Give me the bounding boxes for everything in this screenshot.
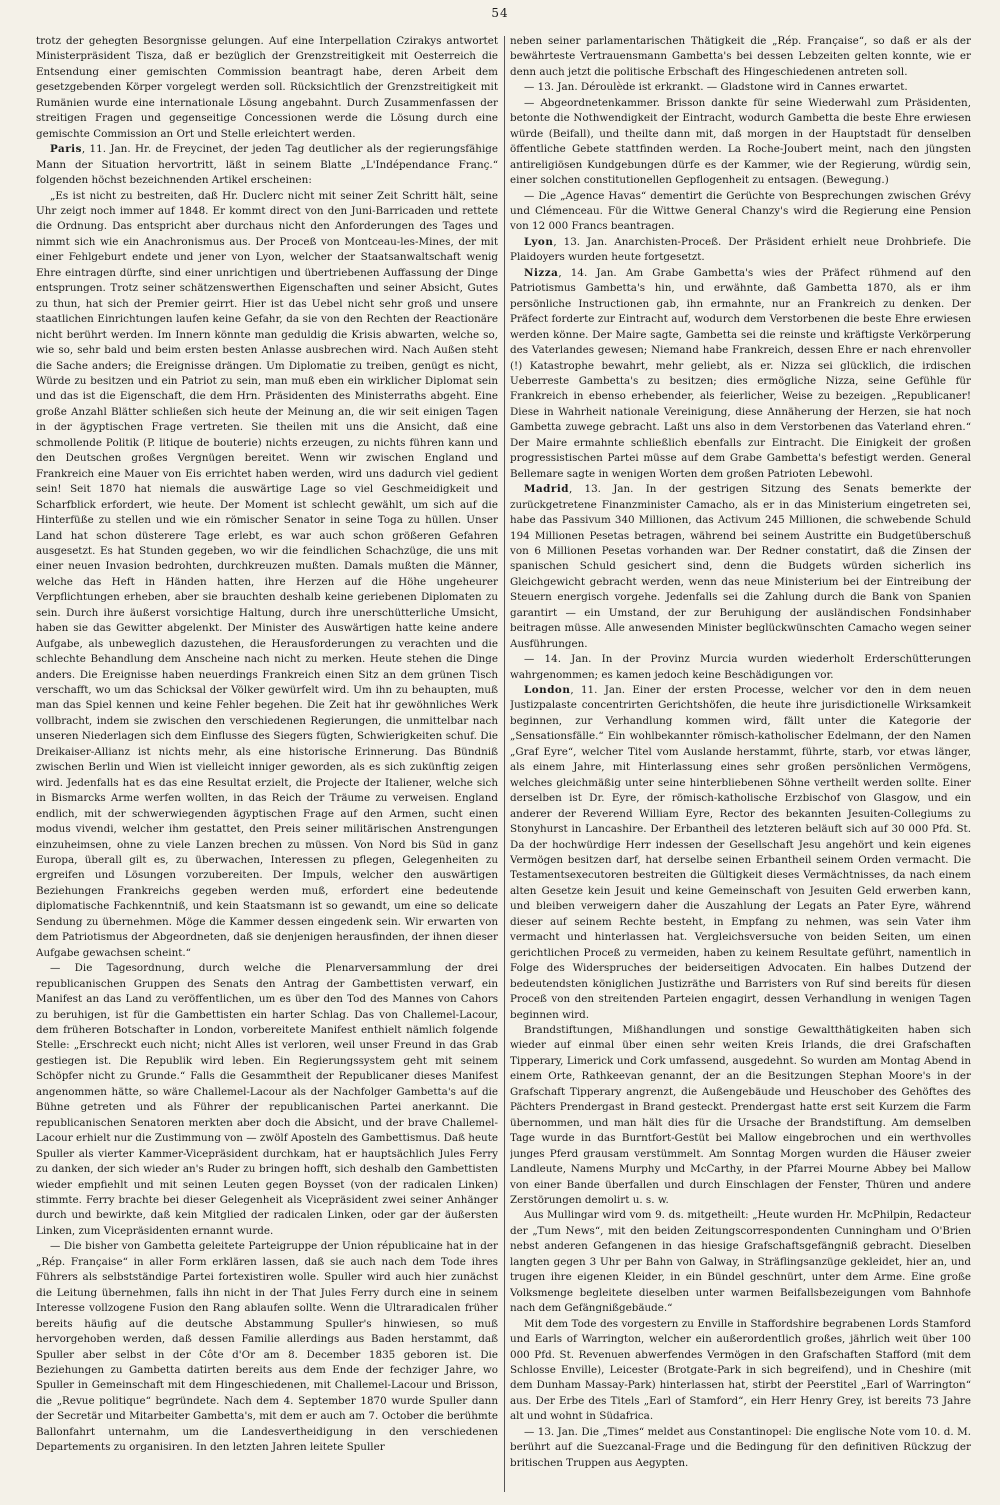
dateline: London [524, 684, 571, 697]
article-paragraph [510, 1023, 971, 1208]
paragraph-text: Mit dem Tode des vorgestern zu Enville in Staffordshire begrabenen Lords Stamford und Earls of Warrington, welcher ein außerordentlich großes, jährlich weit über 100 000 Pfd. St. Revenuen abwerfendes Vermögen in den Grafschaften Stafford (mit dem Schlosse Enville), Leicester (Brotgate-Park in sich begreifend), und in Cheshire (mit dem Dunham Massay-Park) hinterlassen hat, stirbt der Peerstitel „Earl of Warrington“ aus. Der Erbe des Titels „Earl of Stamford“, ein Herr Henry Grey, ist bereits 73 Jahre alt und wohnt in Südafrica. [510, 1317, 971, 1423]
article-paragraph [510, 652, 971, 683]
column-divider [504, 36, 505, 1492]
dateline: Paris [50, 143, 82, 156]
paragraph-text: — Die „Agence Havas“ dementirt die Gerüchte von Besprechungen zwischen Grévy und Clémenceau. Für die Wittwe General Chanzy's wird die Regierung eine Pension von 12 000 Francs beantragen. [510, 189, 971, 233]
dateline: Nizza [524, 266, 559, 279]
article-paragraph [36, 1239, 498, 1455]
paragraph-text: — 14. Jan. In der Provinz Murcia wurden wiederholt Erderschütterungen wahrgenommen; es kamen jedoch keine Beschädigungen vor. [510, 653, 971, 681]
paragraph-text: „Es ist nicht zu bestreiten, daß Hr. Duclerc nicht mit seiner Zeit Schritt hält, seine Uhr zeigt noch immer auf 1848. Er kommt direct von den Juni-Barricaden und rettete die Ordnung. Das entspricht aber durchaus nicht den Anforderungen des Tages und nimmt sich wie ein Anachronismus aus. Der Proceß von Montceau-les-Mines, der mit einer Fehlgeburt endete und jener von Lyon, welcher der Staatsanwaltschaft wenig Ehre eintragen dürfte, sind einer unrichtigen und übertriebenen Auffassung der Dinge entsprungen. Trotz seiner schätzenswerthen Eigenschaften und seiner Absicht, Gutes zu thun, hat sich der Premier geirrt. Hier ist das Uebel nicht sehr groß und unsere staatlichen Einrichtungen laufen keine Gefahr, da sie von den Rechten der Reactionäre nicht berührt werden. Im Innern könnte man geduldig die Krisis abwarten, welche so, wie so, sehr bald und beim ersten besten Anlasse ausbrechen wird. Nach Außen steht die Sache anders; die Ereignisse drängen. Um Diplomatie zu treiben, genügt es nicht, Würde zu besitzen und ein Patriot zu sein, man muß eben ein wirklicher Diplomat sein und das ist die Eigenschaft, die dem Hrn. Präsidenten des Ministerraths abgeht. Eine große Anzahl Blätter schließen sich heute der Meinung an, die wir seit einigen Tagen in der ägyptischen Frage vertreten. Sie theilen mit uns die Ansicht, daß eine schmollende Politik (P. litique de bouterie) nichts erzeugen, zu nichts führen kann und den Deutschen großes Vergnügen bereitet. Wenn wir zwischen England und Frankreich eine Mauer von Eis errichtet haben werden, wird uns dadurch viel gedient sein! Seit 1870 hat niemals die auswärtige Lage so viel Geschmeidigkeit und Scharfblick erfordert, wie heute. Der Moment ist schlecht gewählt, um sich auf die Hinterfüße zu stellen und wie ein römischer Senator in seine Toga zu hüllen. Unser Land hat schon düsterere Tage erlebt, es war auch schon größeren Gefahren ausgesetzt. Es hat Stunden gegeben, wo wir die feindlichen Schachzüge, die uns mit einer neuen Invasion bedrohten, durchkreuzen mußten. Damals mußten die Männer, welche das Heft in Händen hatten, ihre Herzen auf die Höhe ungeheurer Verpflichtungen erheben, aber sie brauchten deshalb keine geriebenen Diplomaten zu sein. Durch ihre äußerst vorsichtige Haltung, durch ihre unerschütterliche Umsicht, haben sie das Gewitter abgelenkt. Der Minister des Auswärtigen hatte keine andere Aufgabe, als unbeweglich dazustehen, die Herausforderungen zu verachten und die schlechte Behandlung dem Anscheine nach nicht zu merken. Heute stehen die Dinge anders. Die Ereignisse haben neuerdings Frankreich einen Sitz an dem grünen Tisch verschafft, wo um das Schicksal der Völker gewürfelt wird. Um ihn zu behaupten, muß man das Spiel kennen und keine Fehler begehen. Die Zeit hat ihr gewöhnliches Werk vollbracht, indem sie zwischen den verschiedenen Regierungen, die unmittelbar nach unseren Niederlagen sich dem Einflusse des Siegers fügten, Schwierigkeiten schuf. Die Dreikaiser-Allianz ist nichts mehr, als eine historische Erinnerung. Das Bündniß zwischen Berlin und Wien ist vielleicht inniger geworden, als es sich zukünftig zeigen wird. Jedenfalls hat es das eine Resultat erzielt, die Projecte der Italiener, welche sich in Bismarcks Arme werfen wollten, in das Reich der Träume zu verweisen. England endlich, mit der schwerwiegenden ägyptischen Frage auf den Armen, sucht einen modus vivendi, welcher ihm gestattet, den Preis seiner militärischen Anstrengungen einzuheimsen, ohne zu viele Lanzen brechen zu müssen. Von Nord bis Süd in ganz Europa, überall gilt es, zu überwachen, Interessen zu pflegen, Gelegenheiten zu ergreifen und Lösungen vorzubereiten. Der Impuls, welcher den auswärtigen Beziehungen Frankreichs gegeben werden muß, erfordert eine bedeutende diplomatische Fachkenntniß, und kein Staatsmann ist so gewandt, um eine so delicate Sendung zu übernehmen. Möge die Kammer dessen eingedenk sein. Wir erwarten von dem Patriotismus der Abgeordneten, daß sie denjenigen herausfinden, der ihnen dieser Aufgabe gewachsen scheint.“ [36, 189, 498, 959]
article-paragraph [36, 34, 498, 142]
article-paragraph [36, 142, 498, 188]
paragraph-text: — Die bisher von Gambetta geleitete Parteigruppe der Union républicaine hat in der „Rép. Française“ in aller Form erklären lassen, daß sie auch nach dem Tode ihres Führers als selbstständige Partei fortexistiren wolle. Spuller wird auch hier zunächst die Leitung übernehmen, falls ihn nicht in der That Jules Ferry durch eine in seinem Interesse vollzogene Fusion den Rang ablaufen sollte. Wenn die Ultraradicalen früher bereits häufig auf die deutsche Abstammung Spuller's hinwiesen, so muß hervorgehoben werden, daß dessen Familie allerdings aus Baden herstammt, daß Spuller aber selbst in der Côte d'Or am 8. December 1835 geboren ist. Die Beziehungen zu Gambetta datirten bereits aus dem Ende der fechziger Jahre, wo Spuller in Gemeinschaft mit dem Hingeschiedenen, mit Challemel-Lacour und Brisson, die „Revue politique“ begründete. Nach dem 4. September 1870 wurde Spuller dann der Secretär und Mitarbeiter Gambetta's, mit dem er auch am 7. October die berühmte Ballonfahrt unternahm, um die Landesvertheidigung in den verschiedenen Departements zu organisiren. In den letzten Jahren leitete Spuller [36, 1240, 498, 1454]
article-paragraph [510, 235, 971, 266]
article-paragraph [510, 96, 971, 189]
paragraph-text: — 13. Jan. Déroulède ist erkrankt. — Gladstone wird in Cannes erwartet. [524, 81, 908, 94]
article-paragraph [36, 189, 498, 962]
left-text-column [36, 34, 498, 1496]
article-paragraph [510, 266, 971, 482]
paragraph-text: trotz der gehegten Besorgnisse gelungen. Auf eine Interpellation Czirakys antwortet Ministerpräsident Tisza, daß er bezüglich der Grenzstreitigkeit mit Oesterreich die Entsendung einer gemischten Commission beantragt habe, deren Arbeit dem gesetzgebenden Körper vorgelegt werden soll. Rücksichtlich der Grenzstreitigkeit mit Rumänien wurde eine internationale Lösung angebahnt. Durch Zusammenfassen der streitigen Fragen und gegenseitige Concessionen werde die Lösung durch eine gemischte Commission an Ort und Stelle erleichtert werden. [36, 35, 498, 140]
paragraph-text: — Die Tagesordnung, durch welche die Plenarversammlung der drei republicanischen Gruppen des Senats den Antrag der Gambettisten verwarf, ein Manifest an das Land zu veröffentlichen, um es über den Tod des Mannes von Cahors zu beruhigen, ist für die Gambettisten ein harter Schlag. Das von Challemel-Lacour, dem früheren Botschafter in London, vorbereitete Manifest enthielt nämlich folgende Stelle: „Erschreckt euch nicht; nicht Alles ist verloren, weil unser Freund in das Grab gestiegen ist. Die Republik wird leben. Ein Regierungssystem geht mit seinem Schöpfer nicht zu Grunde.“ Falls die Gesammtheit der Republicaner dieses Manifest angenommen hätte, so wäre Challemel-Lacour als der Nachfolger Gambetta's auf die Bühne getreten und als Führer der republicanischen Partei anerkannt. Die republicanischen Senatoren merkten aber doch die Absicht, und der brave Challemel-Lacour erhielt nur die Zustimmung von — zwölf Aposteln des Gambettismus. Daß heute Spuller als vierter Kammer-Vicepräsident durchkam, hat er hauptsächlich Jules Ferry zu danken, der sich wieder an's Ruder zu bringen hofft, sich deshalb den Gambettisten wieder empfiehlt und mit seinen Leuten gegen Boysset (von der radicalen Linken) stimmte. Ferry brachte bei dieser Gelegenheit als Vicepräsident zwei seiner Anhänger durch und bewirkte, daß kein Mitglied der radicalen Linken, oder gar der äußersten Linken, zum Vicepräsidenten ernannt wurde. [36, 962, 498, 1237]
article-paragraph [510, 189, 971, 235]
paragraph-text: , 13. Jan. Anarchisten-Proceß. Der Präsident erhielt neue Drohbriefe. Die Plaidoyers wurden heute fortgesetzt. [510, 235, 971, 264]
article-paragraph [36, 961, 498, 1239]
article-paragraph [510, 34, 971, 80]
article-paragraph [510, 1425, 971, 1471]
paragraph-text: — Abgeordnetenkammer. Brisson dankte für seine Wiederwahl zum Präsidenten, betonte die Nothwendigkeit der Eintracht, wodurch Gambetta die beste Ehre erwiesen würde (Beifall), und theilte dann mit, daß morgen in der Hauptstadt für denselben öffentliche Gebete stattfinden werden. La Roche-Joubert meint, nach den jüngsten antireligiösen Kundgebungen dürfe es der Kammer, wie der Regierung, würdig sein, einer solchen constitutionellen Gepflogenheit zu entsagen. (Bewegung.) [510, 96, 971, 187]
paragraph-text: Brandstiftungen, Mißhandlungen und sonstige Gewaltthätigkeiten haben sich wieder auf einmal über einen sehr weiten Kreis Irlands, die drei Grafschaften Tipperary, Limerick und Cork umfassend, ausgedehnt. So wurden am Montag Abend in einem Orte, Rathkeevan genannt, der an die Besitzungen Stephan Moore's in der Grafschaft Tipperary angrenzt, die Außengebäude und Heuschober des Gehöftes des Pächters Prendergast in Brand gesteckt. Prendergast hatte erst seit Kurzem die Farm übernommen, und man hält dies für die Ursache der Brandstiftung. Am demselben Tage wurde in das Burntfort-Gestüt bei Mallow eingebrochen und ein werthvolles junges Pferd grausam verstümmelt. Am Sonntag Morgen wurden die Häuser zweier Landleute, Namens Murphy und McCarthy, in der Pfarrei Mourne Abbey bei Mallow von einer Bande überfallen und durch Einschlagen der Fenster, Thüren und andere Zerstörungen demolirt u. s. w. [510, 1024, 971, 1206]
paragraph-text: , 11. Jan. Einer der ersten Processe, welcher vor den in dem neuen Justizpalaste concentrirten Gerichtshöfen, die heute ihre jurisdictionelle Wirksamkeit beginnen, zur Verhandlung kommen wird, fällt unter die Kategorie der „Sensationsfälle.“ Ein wohlbekannter römisch-katholischer Edelmann, der den Namen „Graf Eyre“, welcher Titel vom Auslande herstammt, führte, starb, vor etwas länger, als einem Jahre, mit Hinterlassung eines sehr großen persönlichen Vermögens, welches gleichmäßig unter seine hinterbliebenen Söhne vertheilt werden sollte. Einer derselben ist Dr. Eyre, der römisch-katholische Erzbischof von Glasgow, und ein anderer der Reverend William Eyre, Rector des bekannten Jesuiten-Collegiums zu Stonyhurst in Lancashire. Der Erbantheil des letzteren beläuft sich auf 30 000 Pfd. St. Da der hochwürdige Herr indessen der Gesellschaft Jesu angehört und kein eigenes Vermögen besitzen darf, hat derselbe seinen Erbantheil seinem Orden vermacht. Die Testamentsexecutoren bestreiten die Gültigkeit dieses Vermächtnisses, da nach einem alten Gesetze kein Jesuit und keine Gemeinschaft von Jesuiten Geld erwerben kann, und bleiben verweigern daher die Auszahlung der Legats an Pater Eyre, während dieser auf seinem Rechte besteht, in Empfang zu nehmen, was sein Vater ihm vermacht und hinterlassen hat. Vergleichsversuche von beiden Seiten, um einen gerichtlichen Proceß zu vermeiden, haben zu keinem Resultate geführt, namentlich in Folge des Widerspruches der beiderseitigen Advocaten. Ein halbes Dutzend der bedeutendsten königlichen Justizräthe und Barristers von Ruf sind bereits für diesen Proceß von den streitenden Parteien engagirt, dessen Verhandlung in wenigen Tagen beginnen wird. [510, 684, 971, 1021]
right-text-column [510, 34, 971, 1496]
paragraph-text: Aus Mullingar wird vom 9. ds. mitgetheilt: „Heute wurden Hr. McPhilpin, Redacteur der „Tum News“, mit den beiden Zeitungscorrespondenten Cunningham und O'Brien nebst anderen Gefangenen in das hiesige Grafschaftsgefängniß gebracht. Dieselben langten gegen 3 Uhr per Bahn von Galway, in Sträflingsanzüge gekleidet, hier an, und trugen ihre eigenen Kleider, in ein Bündel geschnürt, unter dem Arme. Eine große Volksmenge begleitete dieselben unter warmen Beifallsbezeigungen vom Bahnhofe nach dem Gefängnißgebäude.“ [510, 1209, 971, 1315]
paragraph-text: , 11. Jan. Hr. de Freycinet, der jeden Tag deutlicher als der regierungsfähige Mann der Situation hervortritt, läßt in seinem Blatte „L'Indépendance Franç.“ folgenden höchst bezeichnenden Artikel erscheinen: [36, 143, 498, 187]
page-number: 54 [491, 6, 509, 20]
dateline: Madrid [524, 483, 569, 496]
article-paragraph [510, 1208, 971, 1316]
paragraph-text: , 13. Jan. In der gestrigen Sitzung des Senats bemerkte der zurückgetretene Finanzminister Camacho, als er in das Ministerium eingetreten sei, habe das Passivum 340 Millionen, das Activum 245 Millionen, die schwebende Schuld 194 Millionen Pesetas betragen, während bei seinem Austritte ein Budgetüberschuß von 6 Millionen Pesetas vorhanden war. Der Redner constatirt, daß die Zinsen der spanischen Schuld gesichert sind, denn die Budgets würden sicherlich ins Gleichgewicht gebracht werden, wenn das neue Ministerium bei der Eintreibung der Steuern energisch vorgehe. Jedenfalls sei die Zahlung durch die Bank von Spanien garantirt — ein Umstand, der zur Beruhigung der ausländischen Fondsinhaber beitragen müsse. Alle anwesenden Minister beglückwünschten Camacho wegen seiner Ausführungen. [510, 483, 971, 650]
article-paragraph [510, 1317, 971, 1425]
article-paragraph [510, 482, 971, 652]
paragraph-text: , 14. Jan. Am Grabe Gambetta's wies der Präfect rühmend auf den Patriotismus Gambetta's hin, und erwähnte, daß Gambetta 1870, als er ihm persönliche Instructionen gab, ihn ermahnte, nur an Frankreich zu denken. Der Präfect forderte zur Eintracht auf, wodurch dem Verstorbenen die beste Ehre erwiesen werden könne. Der Maire sagte, Gambetta sei die reinste und kräftigste Verkörperung des Vaterlandes gewesen; Niemand habe Frankreich, dessen Ehre er nach ehrenvoller (!) Katastrophe bewahrt, mehr geliebt, als er. Nizza sei glücklich, die irdischen Ueberreste Gambetta's zu besitzen; dies ermögliche Nizza, seine Gefühle für Frankreich in ebenso erhebender, als feierlicher, Weise zu bezeigen. „Republicaner! Diese in Wahrheit nationale Vereinigung, diese Annäherung der Herzen, sie hat noch Gambetta zuwege gebracht. Laßt uns also in dem Verstorbenen das Vaterland ehren.“ Der Maire ermahnte schließlich ebenfalls zur Eintracht. Die Einigkeit der großen progressistischen Partei müsse auf dem Grabe Gambetta's befestigt werden. General Bellemare sagte in wenigen Worten dem großen Patrioten Lebewohl. [510, 266, 971, 480]
article-paragraph [510, 80, 971, 95]
dateline: Lyon [524, 235, 554, 248]
article-paragraph [510, 683, 971, 1023]
paragraph-text: neben seiner parlamentarischen Thätigkeit die „Rép. Française“, so daß er als der bewährteste Vertrauensmann Gambetta's bei dessen Lebzeiten gelten konnte, wie er denn auch jetzt die politische Erbschaft des Hingeschiedenen antreten soll. [510, 35, 971, 78]
paragraph-text: — 13. Jan. Die „Times“ meldet aus Constantinopel: Die englische Note vom 10. d. M. berührt auf die Suezcanal-Frage und die Bedingung für den definitiven Rückzug der britischen Truppen aus Aegypten. [510, 1425, 971, 1469]
